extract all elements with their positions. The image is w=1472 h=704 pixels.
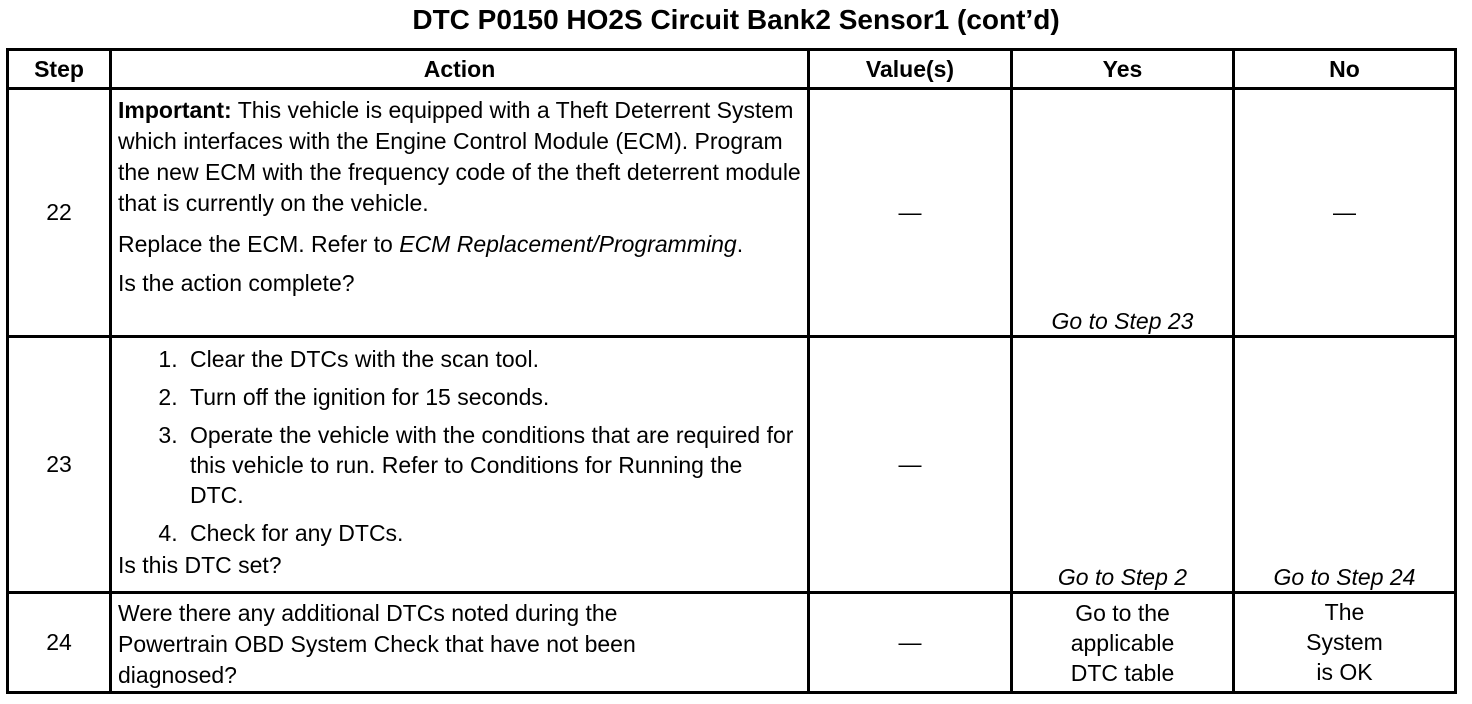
replace-end: . xyxy=(736,231,744,257)
no-cell xyxy=(1234,593,1456,693)
table-header-row xyxy=(8,50,1456,89)
action-cell xyxy=(111,89,809,337)
list-item: 2. Turn off the ignition for 15 seconds. xyxy=(184,382,801,412)
list-item: 1. Clear the DTCs with the scan tool. xyxy=(184,344,801,374)
important-label: Important: xyxy=(118,97,232,123)
table-row-step-24 xyxy=(8,593,1456,693)
no-cell: Go to Step 24 xyxy=(1234,337,1456,593)
action-question: Is this DTC set? xyxy=(118,552,282,578)
step-number: 24 xyxy=(8,593,111,693)
yes-text: Go to the applicable DTC table xyxy=(1070,599,1175,686)
yes-cell: Go to Step 2 xyxy=(1012,337,1234,593)
action-cell xyxy=(111,593,809,693)
replace-reference: ECM Replacement/Programming xyxy=(399,231,737,257)
value-cell: — xyxy=(809,593,1012,693)
table-row-step-23 xyxy=(8,337,1456,593)
page-title: DTC P0150 HO2S Circuit Bank2 Sensor1 (cont’d) xyxy=(412,4,1060,35)
replace-text: Replace the ECM. Refer to xyxy=(118,231,400,257)
step-list xyxy=(118,344,801,548)
header-value: Value(s) xyxy=(809,50,1012,89)
list-item: 3. Operate the vehicle with the conditions that are required for this vehicle to run. Refer to Conditions for Running the DTC. xyxy=(184,420,801,510)
list-item: 4. Check for any DTCs. xyxy=(184,518,801,548)
step-number: 22 xyxy=(8,89,111,337)
yes-cell: Go to Step 23 xyxy=(1012,89,1234,337)
important-note xyxy=(118,95,801,219)
action-question: Is the action complete? xyxy=(118,270,355,296)
header-no: No xyxy=(1234,50,1456,89)
yes-cell xyxy=(1012,593,1234,693)
no-text: The System is OK xyxy=(1306,598,1383,685)
table-row-step-22 xyxy=(8,89,1456,337)
header-step: Step xyxy=(8,50,111,89)
important-text: This vehicle is equipped with a Theft Deterrent System which interfaces with the Engine Control Module (ECM). Program the new ECM with the frequency code of the theft deterrent module that is currently on the vehicle. xyxy=(118,97,801,216)
header-action: Action xyxy=(111,50,809,89)
header-yes: Yes xyxy=(1012,50,1234,89)
replace-instruction xyxy=(118,229,801,260)
action-question: Were there any additional DTCs noted during the Powertrain OBD System Check that have not been diagnosed? xyxy=(118,600,636,688)
diagnostic-table xyxy=(6,48,1457,694)
value-cell: — xyxy=(809,89,1012,337)
value-cell: — xyxy=(809,337,1012,593)
step-number: 23 xyxy=(8,337,111,593)
no-cell: — xyxy=(1234,89,1456,337)
action-cell xyxy=(111,337,809,593)
